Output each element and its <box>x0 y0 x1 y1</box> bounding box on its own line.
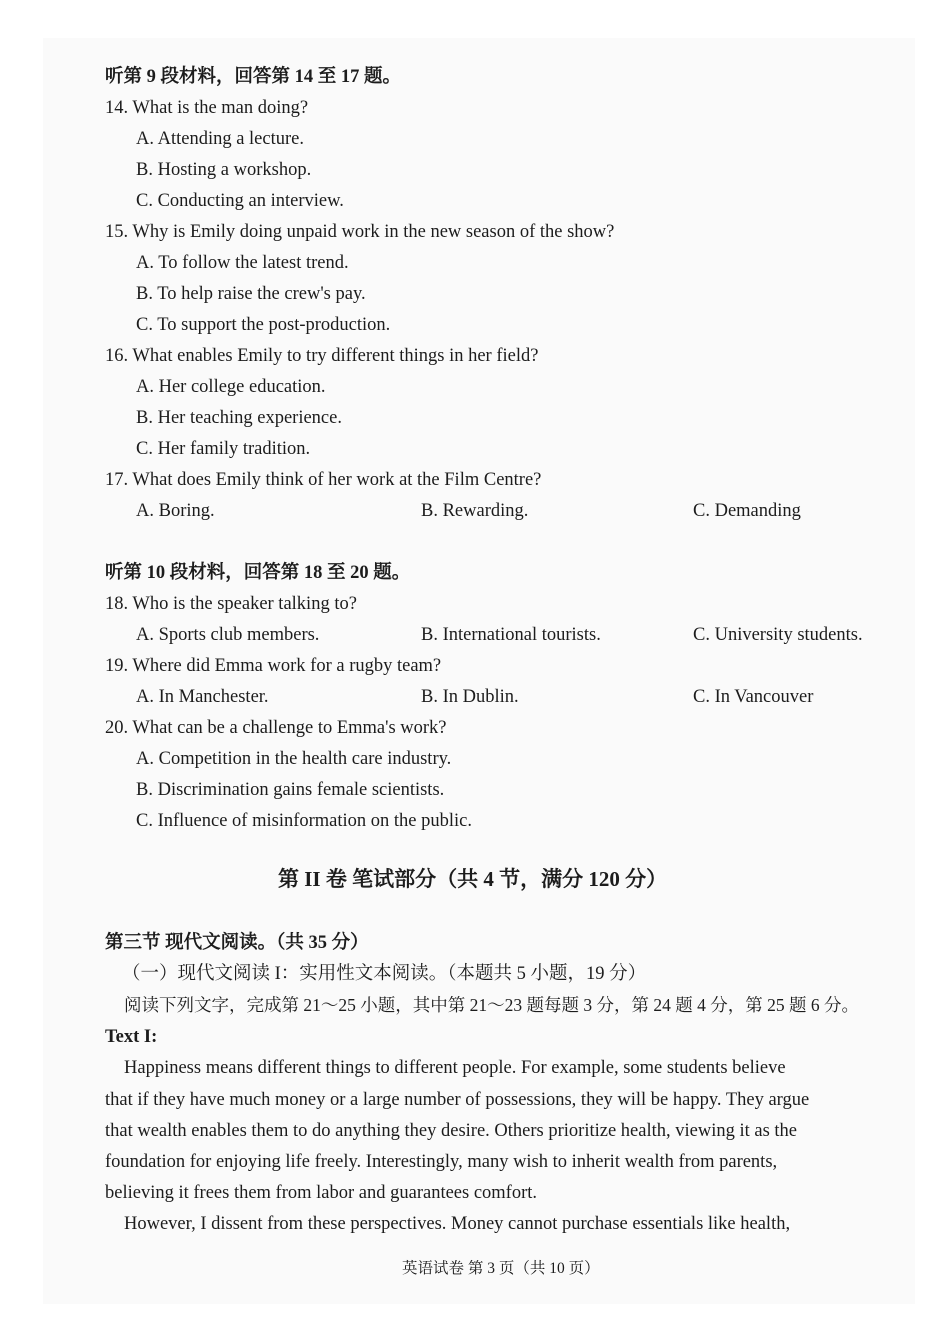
question-17-option-b: B. Rewarding. <box>421 501 529 521</box>
passage-line: believing it frees them from labor and guarantees comfort. <box>105 1183 538 1203</box>
question-16-stem: 16. What enables Emily to try different things in her field? <box>105 346 539 366</box>
question-15-stem: 15. Why is Emily doing unpaid work in the new season of the show? <box>105 222 615 242</box>
question-14-stem: 14. What is the man doing? <box>105 98 309 118</box>
question-18-stem: 18. Who is the speaker talking to? <box>105 594 357 614</box>
question-14-option-c: C. Conducting an interview. <box>136 191 344 211</box>
question-19-option-c: C. In Vancouver <box>693 687 814 707</box>
text-label: Text I: <box>105 1027 158 1047</box>
question-18-option-a: A. Sports club members. <box>136 625 320 645</box>
question-15-option-b: B. To help raise the crew's pay. <box>136 284 366 304</box>
subsection-1-heading: （一）现代文阅读 I：实用性文本阅读。（本题共 5 小题，19 分） <box>122 964 647 984</box>
passage-line: Happiness means different things to different people. For example, some students believe <box>124 1058 786 1078</box>
passage-line: that wealth enables them to do anything they desire. Others prioritize health, viewing it as the <box>105 1121 798 1141</box>
page-footer: 英语试卷 第 3 页（共 10 页） <box>402 1260 600 1277</box>
question-15-option-a: A. To follow the latest trend. <box>136 253 349 273</box>
question-20-option-a: A. Competition in the health care industry. <box>136 749 452 769</box>
question-14-option-a: A. Attending a lecture. <box>136 129 304 149</box>
passage-line: However, I dissent from these perspectives. Money cannot purchase essentials like health, <box>124 1214 791 1234</box>
question-19-option-b: B. In Dublin. <box>421 687 519 707</box>
part-2-title: 第 II 卷 笔试部分（共 4 节，满分 120 分） <box>278 867 668 891</box>
question-19-option-a: A. In Manchester. <box>136 687 269 707</box>
question-15-option-c: C. To support the post-production. <box>136 315 391 335</box>
question-18-option-b: B. International tourists. <box>421 625 601 645</box>
question-16-option-c: C. Her family tradition. <box>136 439 311 459</box>
question-20-option-c: C. Influence of misinformation on the public. <box>136 811 473 831</box>
section-10-heading: 听第 10 段材料，回答第 18 至 20 题。 <box>105 563 411 583</box>
section-3-heading: 第三节 现代文阅读。（共 35 分） <box>105 933 369 953</box>
reading-instruction: 阅读下列文字，完成第 21～25 小题，其中第 21～23 题每题 3 分，第 24 题 4 分，第 25 题 6 分。 <box>124 995 859 1015</box>
passage-line: foundation for enjoying life freely. Interestingly, many wish to inherit wealth from parents, <box>105 1152 778 1172</box>
question-19-stem: 19. Where did Emma work for a rugby team? <box>105 656 442 676</box>
question-16-option-b: B. Her teaching experience. <box>136 408 342 428</box>
question-18-option-c: C. University students. <box>693 625 863 645</box>
question-17-stem: 17. What does Emily think of her work at the Film Centre? <box>105 470 542 490</box>
question-16-option-a: A. Her college education. <box>136 377 326 397</box>
question-17-option-a: A. Boring. <box>136 501 215 521</box>
question-20-option-b: B. Discrimination gains female scientists. <box>136 780 445 800</box>
question-17-option-c: C. Demanding <box>693 501 801 521</box>
question-14-option-b: B. Hosting a workshop. <box>136 160 312 180</box>
question-20-stem: 20. What can be a challenge to Emma's work? <box>105 718 447 738</box>
passage-line: that if they have much money or a large number of possessions, they will be happy. They argue <box>105 1090 810 1110</box>
section-9-heading: 听第 9 段材料，回答第 14 至 17 题。 <box>105 67 402 87</box>
